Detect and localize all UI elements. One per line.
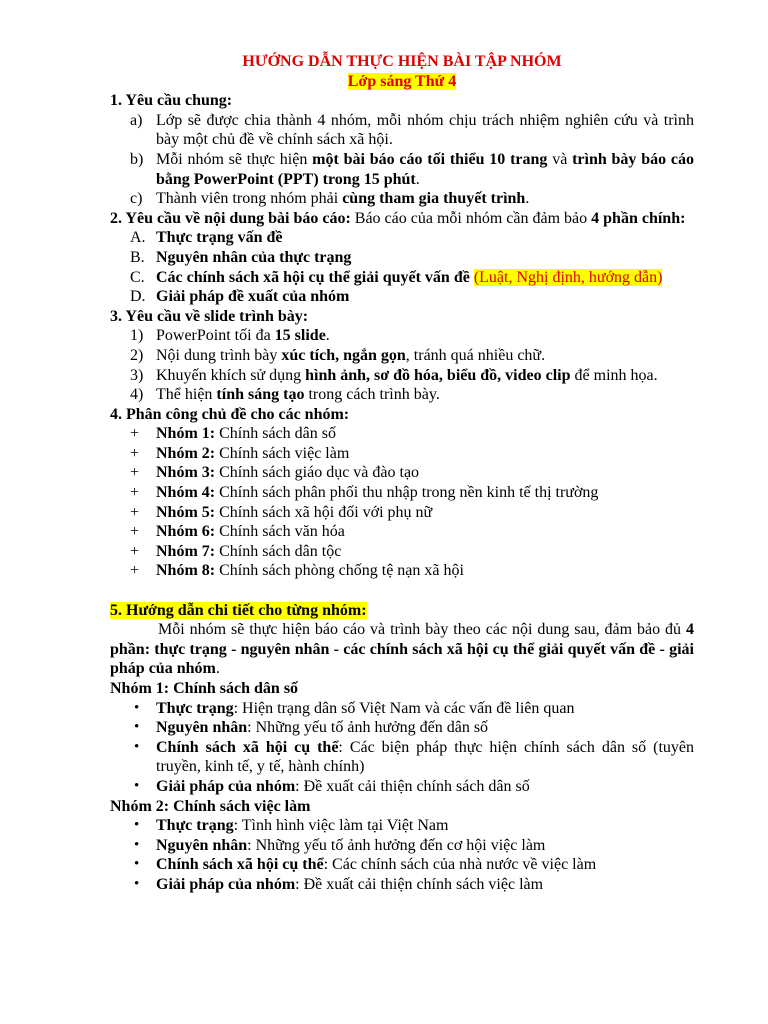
list-item (110, 287, 694, 307)
plus-marker: + (130, 484, 140, 502)
list-item (110, 542, 694, 562)
list-item (110, 150, 694, 189)
document-subtitle (110, 72, 694, 92)
list-text: Nhóm 1: Chính sách dân số (156, 425, 336, 443)
list-item (110, 503, 694, 523)
list-text: Nguyên nhân: Những yếu tố ảnh hưởng đến dân số (156, 719, 489, 737)
list-marker: c) (130, 190, 143, 208)
list-item (110, 326, 694, 346)
list-text: Thành viên trong nhóm phải cùng tham gia thuyết trình. (156, 190, 530, 208)
section-5-heading: 5. Hướng dẫn chi tiết cho từng nhóm: (110, 601, 367, 619)
list-item (110, 385, 694, 405)
list-text: Chính sách xã hội cụ thể: Các chính sách của nhà nước về việc làm (156, 856, 597, 874)
list-text: Nguyên nhân của thực trạng (156, 248, 352, 266)
bullet-marker: • (134, 856, 140, 873)
list-marker: a) (130, 111, 143, 129)
list-item (110, 424, 694, 444)
list-item (110, 463, 694, 483)
list-text: Khuyến khích sử dụng hình ảnh, sơ đồ hóa, biểu đồ, video clip để minh họa. (156, 366, 658, 384)
list-item (110, 875, 694, 895)
blank-line (110, 581, 694, 601)
list-item (110, 366, 694, 386)
plus-marker: + (130, 425, 140, 443)
list-text: Nhóm 5: Chính sách xã hội đối với phụ nữ (156, 503, 433, 521)
list-marker: B. (130, 248, 145, 266)
list-text: Chính sách xã hội cụ thể: Các biện pháp thực hiện chính sách dân số (tuyên truyền, kinh tế, y tế, hành chính) (156, 738, 694, 776)
section-2-heading: 2. Yêu cầu về nội dung bài báo cáo: Báo cáo của mỗi nhóm cần đảm bảo 4 phần chính: (110, 209, 686, 227)
list-text: Thực trạng: Tình hình việc làm tại Việt Nam (156, 817, 449, 835)
bullet-marker: • (134, 699, 140, 716)
bullet-marker: • (134, 719, 140, 736)
list-item (110, 483, 694, 503)
document-title: HƯỚNG DẪN THỰC HIỆN BÀI TẬP NHÓM (242, 53, 562, 70)
list-marker: D. (130, 288, 146, 306)
list-text: Nhóm 7: Chính sách dân tộc (156, 542, 342, 560)
list-text: Các chính sách xã hội cụ thể giải quyết vấn đề (Luật, Nghị định, hướng dẫn) (156, 268, 663, 286)
list-text: Nhóm 2: Chính sách việc làm (156, 444, 350, 462)
list-item (110, 816, 694, 836)
list-marker: A. (130, 229, 146, 247)
list-text: Thực trạng vấn đề (156, 229, 283, 247)
bullet-marker: • (134, 738, 140, 755)
plus-marker: + (130, 523, 140, 541)
list-item (110, 189, 694, 209)
list-text: Thể hiện tính sáng tạo trong cách trình bày. (156, 386, 440, 404)
section-1-heading: 1. Yêu cầu chung: (110, 92, 233, 110)
list-marker: 1) (130, 327, 144, 345)
bullet-marker: • (134, 817, 140, 834)
list-text: Giải pháp của nhóm: Đề xuất cải thiện chính sách việc làm (156, 875, 544, 893)
list-item (110, 699, 694, 719)
bullet-marker: • (134, 836, 140, 853)
list-marker: 4) (130, 386, 144, 404)
section-4-heading: 4. Phân công chủ đề cho các nhóm: (110, 405, 350, 423)
section-5-paragraph: Mỗi nhóm sẽ thực hiện báo cáo và trình bày theo các nội dung sau, đảm bảo đủ 4 phần: thực trạng - nguyên nhân - các chính sách xã hội cụ thể giải quyết vấn đề - giải pháp của nhóm. (110, 621, 694, 678)
list-marker: 2) (130, 346, 144, 364)
subtitle-highlight: Lớp sáng Thứ 4 (347, 72, 457, 90)
group-2-heading: Nhóm 2: Chính sách việc làm (110, 797, 311, 815)
bullet-marker: • (134, 777, 140, 794)
list-item (110, 777, 694, 797)
list-item (110, 111, 694, 150)
plus-marker: + (130, 542, 140, 560)
plus-marker: + (130, 464, 140, 482)
list-text: Nhóm 8: Chính sách phòng chống tệ nạn xã hội (156, 562, 464, 580)
highlighted-note: (Luật, Nghị định, hướng dẫn) (473, 268, 663, 286)
plus-marker: + (130, 562, 140, 580)
group-1-heading: Nhóm 1: Chính sách dân số (110, 680, 299, 697)
list-marker: b) (130, 150, 144, 168)
list-text: Nhóm 6: Chính sách văn hóa (156, 523, 345, 541)
list-text: Lớp sẽ được chia thành 4 nhóm, mỗi nhóm chịu trách nhiệm nghiên cứu và trình bày một chủ đề về chính sách xã hội. (156, 111, 694, 149)
list-item (110, 346, 694, 366)
list-text: Mỗi nhóm sẽ thực hiện một bài báo cáo tối thiểu 10 trang và trình bày báo cáo bằng PowerPoint (PPT) trong 15 phút. (156, 150, 694, 188)
list-item (110, 248, 694, 268)
list-item (110, 228, 694, 248)
list-marker: 3) (130, 366, 144, 384)
bullet-marker: • (134, 875, 140, 892)
list-marker: C. (130, 268, 145, 286)
list-text: Giải pháp đề xuất của nhóm (156, 288, 350, 306)
list-text: Giải pháp của nhóm: Đề xuất cải thiện chính sách dân số (156, 777, 530, 795)
list-text: Nội dung trình bày xúc tích, ngắn gọn, tránh quá nhiều chữ. (156, 346, 546, 364)
plus-marker: + (130, 503, 140, 521)
list-text: Nguyên nhân: Những yếu tố ảnh hưởng đến cơ hội việc làm (156, 836, 546, 854)
list-text: PowerPoint tối đa 15 slide. (156, 327, 330, 345)
list-text: Nhóm 3: Chính sách giáo dục và đào tạo (156, 464, 420, 482)
list-item (110, 444, 694, 464)
plus-marker: + (130, 444, 140, 462)
list-item (110, 522, 694, 542)
list-item (110, 718, 694, 738)
list-text: Nhóm 4: Chính sách phân phối thu nhập trong nền kinh tế thị trường (156, 484, 599, 502)
list-item (110, 855, 694, 875)
list-item (110, 561, 694, 581)
list-text: Thực trạng: Hiện trạng dân số Việt Nam và các vấn đề liên quan (156, 699, 575, 717)
section-3-heading: 3. Yêu cầu về slide trình bày: (110, 307, 309, 325)
list-item (110, 836, 694, 856)
list-item (110, 268, 694, 288)
list-item (110, 738, 694, 777)
